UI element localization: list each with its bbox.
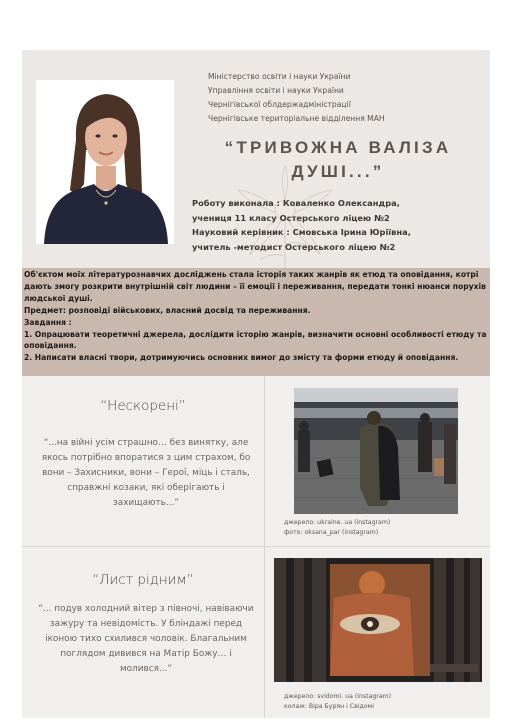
author-line: учениця 11 класу Остерського ліцею №2 bbox=[192, 212, 390, 223]
work-quote: “... подув холодний вітер з півночі, навіваючи зажуру та невідомість. У бліндажі перед іконою тихо схилився чоловік. Благальним поглядом дивився на Матір Божу… і молився...” bbox=[38, 604, 254, 674]
credit-source: джерело: svidomi. ua (instagram) bbox=[284, 693, 392, 700]
credit-source: джерело: ukraine. ua (instagram) bbox=[284, 519, 391, 526]
title-line-2: ДУШІ...” bbox=[291, 162, 385, 181]
work-section-1 bbox=[22, 376, 490, 546]
page-title bbox=[188, 136, 488, 184]
author-info bbox=[192, 196, 411, 254]
ministry-line: Міністерство освіти і науки України bbox=[208, 72, 351, 81]
ministry-line: Чернігівської облдержадміністрації bbox=[208, 100, 351, 109]
photo-credit bbox=[284, 518, 390, 538]
ministry-block bbox=[208, 70, 385, 126]
author-line: Науковий керівник : Смовська Ірина Юріївна, bbox=[192, 227, 411, 237]
icon-collage-photo bbox=[274, 558, 482, 682]
research-object: Об'єктом моїх літературознавчих досліджень стала історія таких жанрів як етюд та оповідання, котрі дають змогу розкрити внутрішній світ людини – її емоції і переживання, передати тонкі нюанси порухів людської душі. bbox=[24, 270, 486, 303]
photo-credit bbox=[284, 692, 391, 712]
author-line: учитель -методист Остерського ліцею №2 bbox=[192, 241, 396, 252]
work-title: “Лист рідним” bbox=[92, 572, 194, 588]
author-line: Роботу виконала : Коваленко Олександра, bbox=[192, 198, 400, 208]
task-item: 2. Написати власні твори, дотримуючись основних вимог до змісту та форми етюду й оповідання. bbox=[24, 353, 459, 363]
soldiers-photo bbox=[294, 388, 458, 514]
work-quote: “...на війні усім страшно… без винятку, але якось потрібно впоратися з цим страхом, бо вони – Захисники, вони – Герої, міць і сталь, справжні козаки, які оберігають і захищають...” bbox=[41, 438, 251, 508]
tasks-label: Завдання : bbox=[24, 317, 72, 327]
ministry-line: Управління освіти і науки України bbox=[208, 86, 344, 95]
ministry-line: Чернігівське територіальне відділення МАН bbox=[208, 114, 385, 123]
credit-author: фото: oksana_par (instagram) bbox=[284, 529, 379, 536]
credit-author: колаж: Віра Бурян і Свідомі bbox=[284, 703, 374, 710]
work-section-2 bbox=[22, 546, 490, 718]
research-text bbox=[24, 269, 488, 364]
work-title: “Нескорені” bbox=[100, 398, 186, 414]
task-item: 1. Опрацювати теоретичні джерела, дослідити історію жанрів, визначити основні особливості етюду та оповідання. bbox=[24, 329, 487, 351]
author-photo bbox=[36, 80, 174, 244]
header bbox=[22, 50, 490, 268]
title-line-1: “ТРИВОЖНА ВАЛІЗА bbox=[224, 138, 452, 157]
research-subject: Предмет: розповіді військових, власний досвід та переживання. bbox=[24, 305, 311, 315]
poster bbox=[22, 50, 490, 718]
